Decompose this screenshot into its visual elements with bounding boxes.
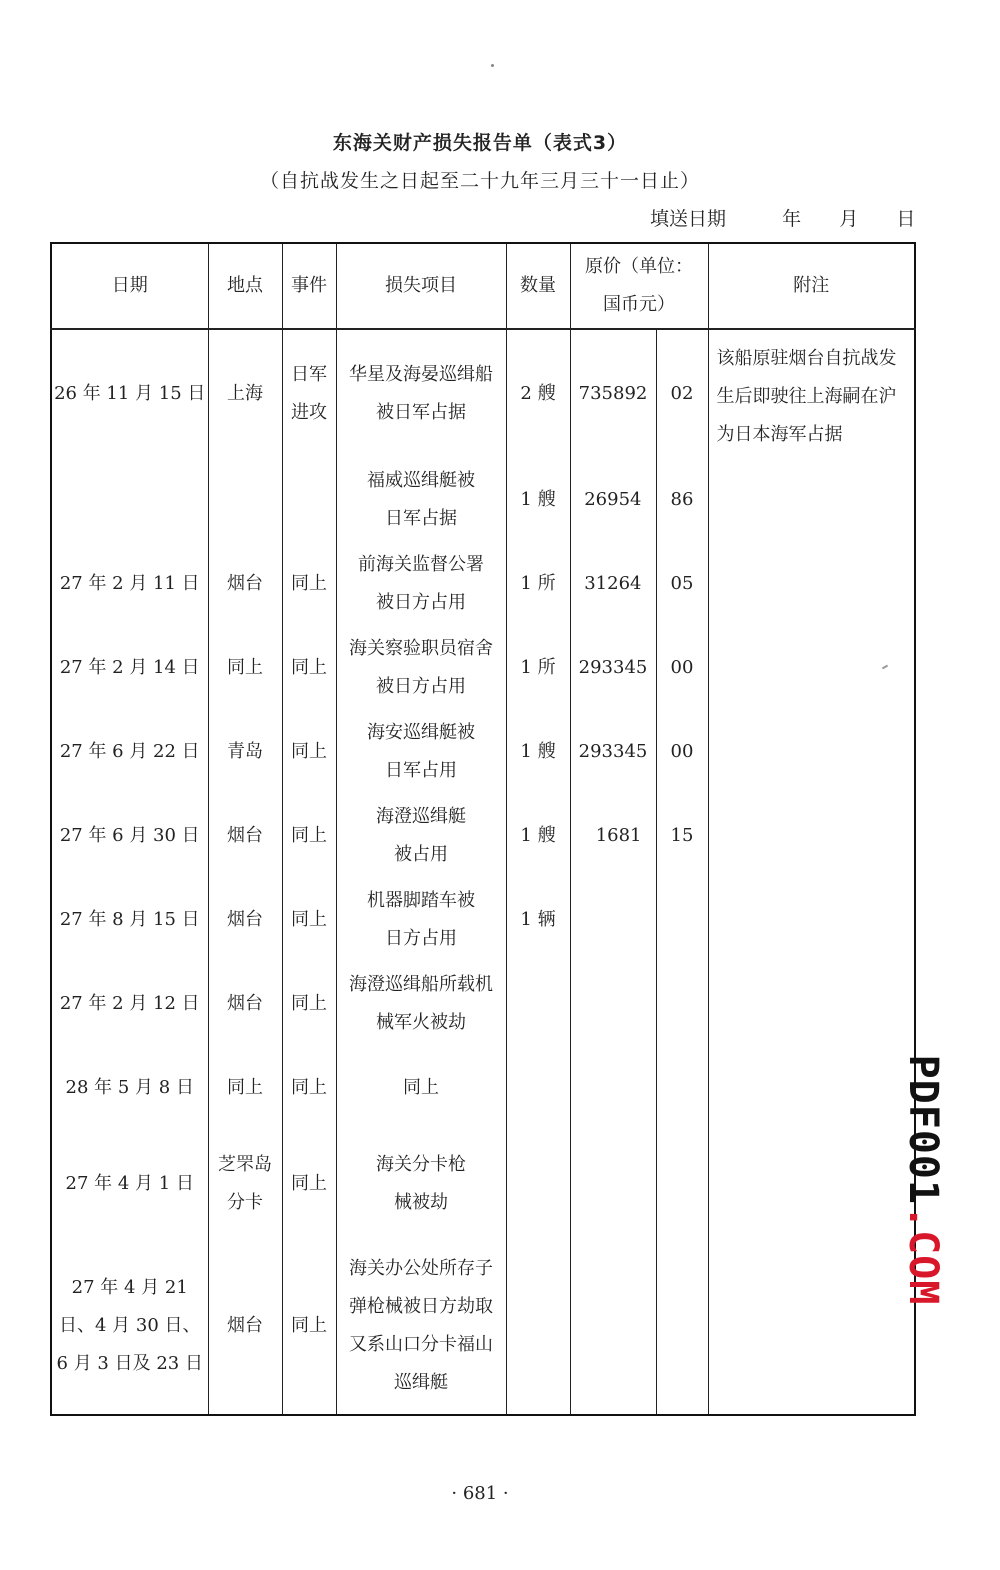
- header-place: 地点: [208, 243, 282, 329]
- cell-price-fen: [656, 962, 708, 1046]
- scan-speck: [491, 64, 494, 67]
- cell-item: 前海关监督公署被日方占用: [336, 542, 506, 626]
- cell-date: 27 年 2 月 14 日: [51, 626, 208, 710]
- cell-item: 机器脚踏车被日方占用: [336, 878, 506, 962]
- watermark-suffix: .COM: [900, 1205, 946, 1306]
- cell-event: 同上: [282, 710, 336, 794]
- cell-date: 27 年 4 月 21 日、4 月 30 日、6 月 3 日及 23 日: [51, 1238, 208, 1415]
- cell-quantity: 1 艘: [506, 794, 570, 878]
- cell-event: 同上: [282, 962, 336, 1046]
- cell-price-fen: [656, 1130, 708, 1238]
- cell-date: 27 年 2 月 11 日: [51, 542, 208, 626]
- cell-price-fen: 86: [656, 458, 708, 542]
- cell-place: 烟台: [208, 794, 282, 878]
- cell-quantity: [506, 962, 570, 1046]
- header-note: 附注: [708, 243, 915, 329]
- cell-event: 同上: [282, 1046, 336, 1130]
- cell-date: 27 年 6 月 22 日: [51, 710, 208, 794]
- cell-quantity: 1 艘: [506, 458, 570, 542]
- cell-price-yuan: [570, 962, 656, 1046]
- cell-place: 烟台: [208, 542, 282, 626]
- cell-event: [282, 458, 336, 542]
- header-item: 损失项目: [336, 243, 506, 329]
- document-subtitle: （自抗战发生之日起至二十九年三月三十一日止）: [259, 170, 700, 192]
- cell-price-yuan: 26954: [570, 458, 656, 542]
- table-row: [51, 329, 915, 458]
- cell-price-yuan: 293345: [570, 626, 656, 710]
- cell-quantity: 1 辆: [506, 878, 570, 962]
- cell-date: 27 年 6 月 30 日: [51, 794, 208, 878]
- watermark: [898, 1050, 948, 1310]
- cell-date: 27 年 2 月 12 日: [51, 962, 208, 1046]
- cell-price-fen: 02: [656, 329, 708, 458]
- cell-date: 27 年 4 月 1 日: [51, 1130, 208, 1238]
- cell-quantity: 1 所: [506, 542, 570, 626]
- page-number: · 681 ·: [451, 1483, 509, 1504]
- cell-date: 28 年 5 月 8 日: [51, 1046, 208, 1130]
- cell-place: 烟台: [208, 878, 282, 962]
- loss-report-table: [50, 242, 916, 1416]
- cell-item: 海安巡缉艇被日军占用: [336, 710, 506, 794]
- cell-event: 同上: [282, 1238, 336, 1415]
- cell-event: 同上: [282, 542, 336, 626]
- cell-place: 同上: [208, 626, 282, 710]
- header-price: 原价（单位：国币元）: [570, 243, 708, 329]
- cell-item: 海关分卡枪械被劫: [336, 1130, 506, 1238]
- cell-place: 同上: [208, 1046, 282, 1130]
- cell-event: 同上: [282, 878, 336, 962]
- cell-price-fen: [656, 1238, 708, 1415]
- cell-price-yuan: 31264: [570, 542, 656, 626]
- cell-date: 26 年 11 月 15 日: [51, 329, 208, 458]
- cell-quantity: 1 艘: [506, 710, 570, 794]
- fill-date: [650, 204, 915, 231]
- fill-date-year: 年: [782, 208, 802, 230]
- cell-quantity: 1 所: [506, 626, 570, 710]
- cell-price-fen: 00: [656, 626, 708, 710]
- cell-price-yuan: [570, 1046, 656, 1130]
- cell-date: 27 年 8 月 15 日: [51, 878, 208, 962]
- header-date: 日期: [51, 243, 208, 329]
- cell-price-yuan: 293345: [570, 710, 656, 794]
- cell-price-fen: [656, 1046, 708, 1130]
- fill-date-day: 日: [896, 208, 916, 230]
- cell-price-fen: 00: [656, 710, 708, 794]
- cell-quantity: [506, 1130, 570, 1238]
- cell-price-fen: [656, 878, 708, 962]
- cell-place: [208, 458, 282, 542]
- header-row: [51, 243, 915, 329]
- cell-event: 同上: [282, 626, 336, 710]
- header-quantity: 数量: [506, 243, 570, 329]
- cell-item: 福威巡缉艇被日军占据: [336, 458, 506, 542]
- cell-quantity: [506, 1238, 570, 1415]
- cell-quantity: [506, 1046, 570, 1130]
- cell-event: 日军进攻: [282, 329, 336, 458]
- cell-item: 海关办公处所存子弹枪械被日方劫取又系山口分卡福山巡缉艇: [336, 1238, 506, 1415]
- cell-place: 烟台: [208, 962, 282, 1046]
- cell-price-yuan: [570, 1130, 656, 1238]
- cell-quantity: 2 艘: [506, 329, 570, 458]
- cell-price-yuan: 735892: [570, 329, 656, 458]
- cell-item: 同上: [336, 1046, 506, 1130]
- header-event: 事件: [282, 243, 336, 329]
- watermark-prefix: PDF001: [900, 1054, 946, 1206]
- cell-place: 烟台: [208, 1238, 282, 1415]
- fill-date-month: 月: [839, 208, 859, 230]
- cell-price-fen: 05: [656, 542, 708, 626]
- cell-price-fen: 15: [656, 794, 708, 878]
- cell-item: 华星及海晏巡缉船被日军占据: [336, 329, 506, 458]
- cell-price-yuan: [570, 1238, 656, 1415]
- cell-date: [51, 458, 208, 542]
- cell-event: 同上: [282, 1130, 336, 1238]
- document-title: 东海关财产损失报告单（表式3）: [332, 132, 628, 154]
- cell-note: 该船原驻烟台自抗战发生后即驶往上海嗣在沪为日本海军占据: [708, 329, 915, 1415]
- cell-item: 海澄巡缉船所载机械军火被劫: [336, 962, 506, 1046]
- cell-place: 芝罘岛分卡: [208, 1130, 282, 1238]
- cell-event: 同上: [282, 794, 336, 878]
- cell-item: 海关察验职员宿舍被日方占用: [336, 626, 506, 710]
- cell-price-yuan: [570, 878, 656, 962]
- fill-date-label: 填送日期: [650, 208, 727, 230]
- cell-place: 上海: [208, 329, 282, 458]
- watermark-text: [900, 1055, 946, 1306]
- cell-price-yuan: 1681: [570, 794, 656, 878]
- cell-place: 青岛: [208, 710, 282, 794]
- cell-item: 海澄巡缉艇被占用: [336, 794, 506, 878]
